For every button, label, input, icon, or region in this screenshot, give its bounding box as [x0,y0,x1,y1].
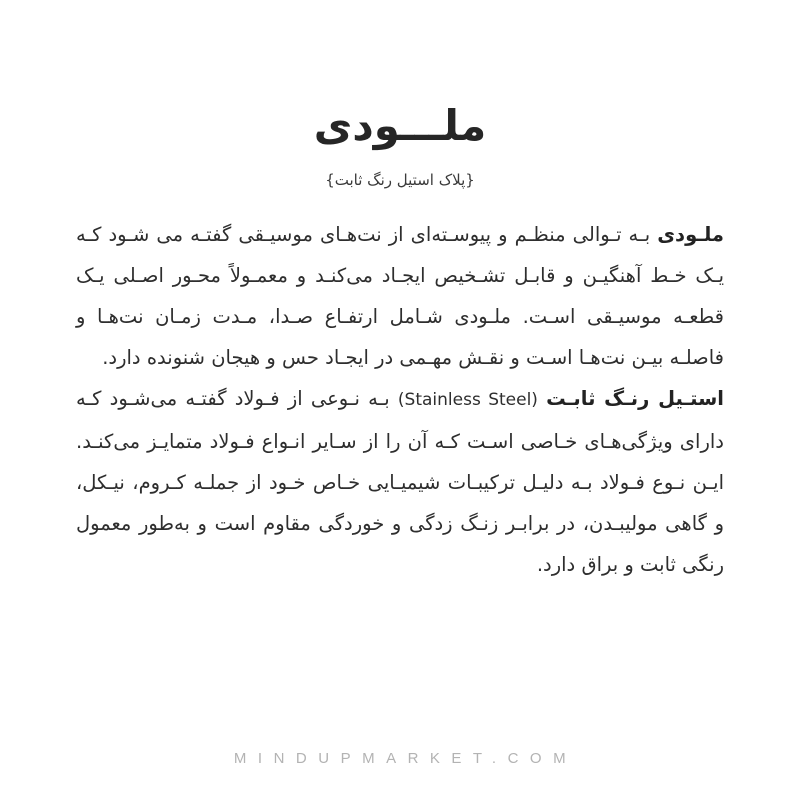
page-title: ملـــودی [313,101,487,150]
body-text [76,214,724,585]
paragraph-melody [76,214,724,378]
footer-brand: MINDUPMARKET.COM [233,750,578,767]
term-stainless-steel-latin: (Stainless Steel) [397,390,538,410]
page-subtitle: {پلاک استیل رنگ ثابت} [325,171,475,189]
definition-stainless-steel: بـه نـوعی از فـولاد گفتـه می‌شـود کـه دارای ویژگی‌هـای خـاصی اسـت کـه آن را از سـایر انـواع فـولاد متمایـز می‌کنـد. ایـن نـوع فـولاد بـه دلیـل ترکیبـات شیمیـایی خـاص خـود از جملـه کـروم، نیـکل، و گاهی مولیبـدن، در برابـر زنـگ زدگی و خوردگی مقاوم است و به‌طور معمول رنگی ثابت و براق دارد. [76,387,724,576]
definition-melody: بـه تـوالی منظـم و پیوسـته‌ای از نت‌هـای موسیـقی گفتـه می شـود کـه یـک خـط آهنگیـن و قابـل تشـخیص ایجـاد می‌کنـد و معمـولاً محـور اصـلی یـک قطعـه موسیـقی اسـت. ملـودی شـامل ارتفـاع صـدا، مـدت زمـان نت‌هـا و فاصلـه بیـن نت‌هـا اسـت و نقـش مهـمی در ایجـاد حس و هیجان شنونده دارد. [76,223,724,369]
term-stainless-steel: استـیل رنـگ ثابـت [546,387,724,410]
term-melody: ملـودی [657,223,724,246]
paragraph-stainless-steel [76,378,724,585]
